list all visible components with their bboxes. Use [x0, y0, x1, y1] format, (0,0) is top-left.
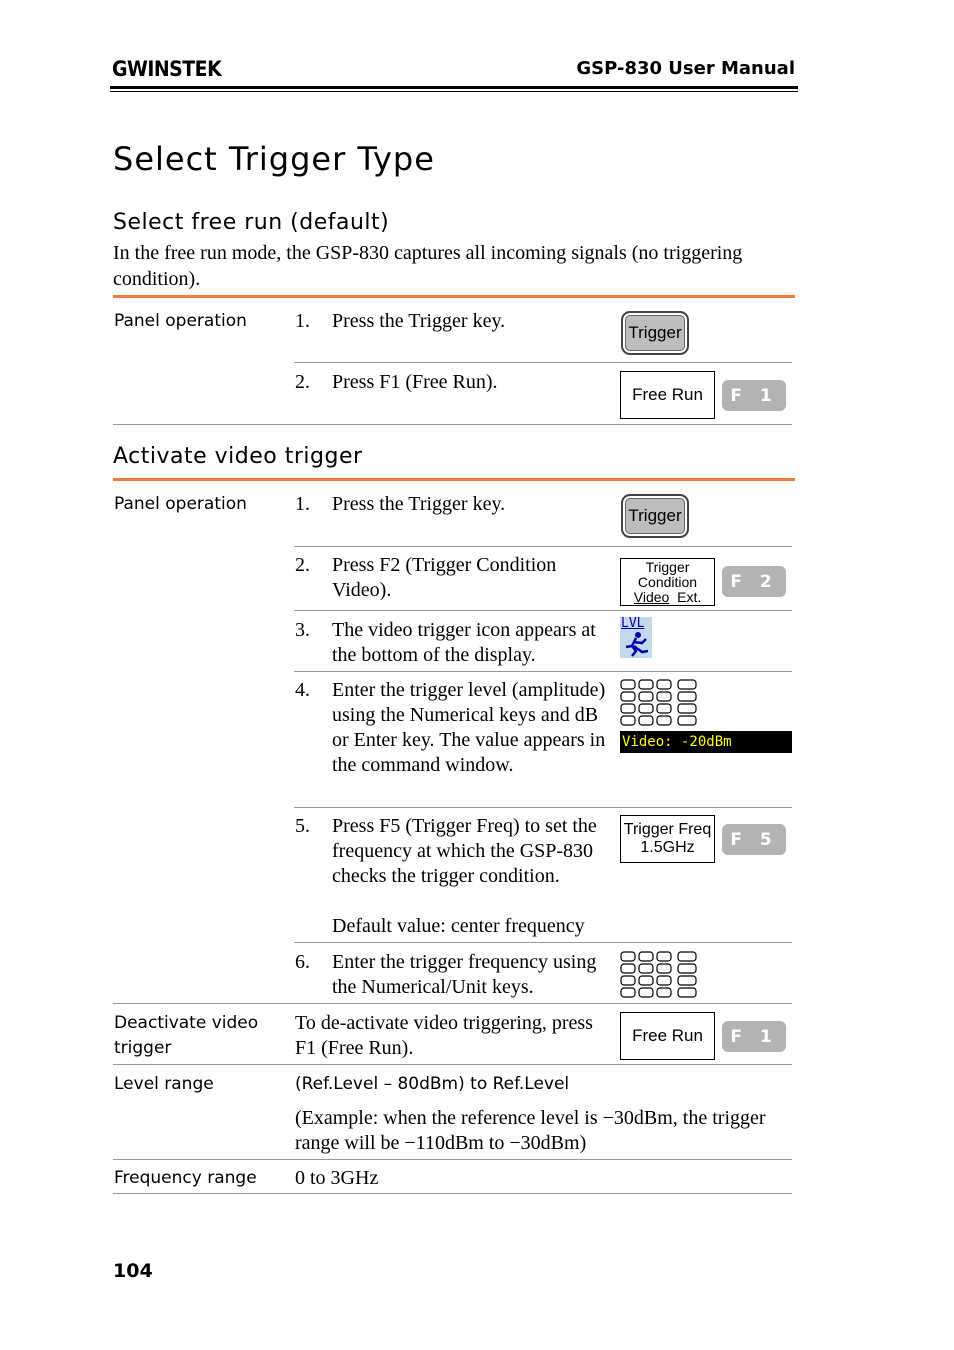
step-number: 4. [295, 679, 310, 701]
trigger-freq-softkey[interactable] [620, 815, 715, 863]
step-text: Press F2 (Trigger Condition Video). [332, 554, 557, 601]
trigger-condition-softkey[interactable] [620, 558, 715, 606]
row-divider [113, 1193, 792, 1194]
f1-key[interactable]: F 1 [722, 1021, 786, 1052]
step-number: 6. [295, 951, 310, 973]
page-number: 104 [113, 1260, 153, 1282]
f2-key[interactable]: F 2 [722, 566, 786, 597]
f5-key[interactable]: F 5 [722, 824, 786, 855]
step-number: 2. [295, 371, 310, 393]
lvl-text: LVL [621, 616, 645, 631]
level-range-label: Level range [114, 1074, 214, 1094]
free-run-intro: In the free run mode, the GSP-830 captures all incoming signals (no triggering condition). [113, 242, 743, 290]
numeric-keypad-icon [620, 951, 702, 999]
panel-operation-label: Panel operation [114, 311, 247, 331]
softkey-line: Condition [637, 573, 698, 590]
trigger-key-label: Trigger [628, 506, 682, 525]
softkey-label: Free Run [632, 1026, 703, 1045]
step-default-value: Default value: center frequency [332, 915, 585, 937]
section-heading-free-run: Select free run (default) [113, 210, 390, 235]
header-rule-thin [110, 91, 798, 92]
trigger-key-button[interactable] [621, 311, 689, 355]
video-trigger-icon [620, 617, 652, 658]
deactivate-label: Deactivate video trigger [114, 1013, 259, 1058]
level-range-value: (Ref.Level – 80dBm) to Ref.Level [295, 1074, 570, 1094]
softkey-line: Trigger Freq [623, 821, 712, 838]
step-text: Press the Trigger key. [332, 493, 506, 515]
trigger-key-label: Trigger [628, 323, 682, 342]
softkey-options [634, 590, 701, 605]
command-window: Video: -20dBm [620, 731, 792, 753]
free-run-softkey[interactable] [620, 1012, 715, 1060]
row-divider [113, 1003, 792, 1004]
manual-title: GSP-830 User Manual [576, 58, 795, 79]
step-number: 1. [295, 310, 310, 332]
step-text: Enter the trigger frequency using the Numerical/Unit keys. [332, 951, 597, 998]
f1-key[interactable]: F 1 [722, 380, 786, 411]
softkey-value: 1.5GHz [640, 839, 695, 856]
level-range-example: (Example: when the reference level is −30dBm, the trigger range will be −110dBm to −30dBm) [295, 1107, 766, 1154]
softkey-line: Trigger [645, 558, 690, 575]
row-divider [294, 362, 792, 363]
row-divider [294, 942, 792, 943]
running-figure-icon [620, 631, 652, 657]
deactivate-text: To de-activate video triggering, press F1 (Free Run). [295, 1012, 593, 1059]
step-text: The video trigger icon appears at the bottom of the display. [332, 619, 596, 666]
softkey-label: Free Run [632, 385, 703, 404]
row-divider [294, 807, 792, 808]
row-divider [113, 1064, 792, 1065]
page-title: Select Trigger Type [113, 140, 435, 178]
row-divider [294, 671, 792, 672]
step-text: Enter the trigger level (amplitude) using the Numerical keys and dB or Enter key. The value appears in the command window. [332, 679, 606, 776]
row-divider [294, 546, 792, 547]
option-video: Video [633, 588, 670, 605]
panel-operation-label: Panel operation [114, 494, 247, 514]
trigger-key-button[interactable] [621, 494, 689, 538]
row-divider [113, 424, 792, 425]
step-number: 3. [295, 619, 310, 641]
step-text: Press F5 (Trigger Freq) to set the frequency at which the GSP-830 checks the trigger condition. [332, 815, 597, 887]
step-text: Press F1 (Free Run). [332, 371, 498, 393]
frequency-range-value: 0 to 3GHz [295, 1167, 379, 1189]
step-number: 2. [295, 554, 310, 576]
section-rule [113, 478, 795, 481]
section-rule [113, 295, 795, 298]
numeric-keypad-icon [620, 679, 702, 727]
gwinstek-logo: GWINSTEK [112, 57, 222, 81]
option-ext: Ext. [677, 588, 702, 605]
row-divider [294, 610, 792, 611]
step-number: 5. [295, 815, 310, 837]
row-divider [113, 1159, 792, 1160]
header-rule [110, 86, 798, 89]
step-number: 1. [295, 493, 310, 515]
section-heading-video-trigger: Activate video trigger [113, 444, 363, 469]
step-text: Press the Trigger key. [332, 310, 506, 332]
free-run-softkey[interactable] [620, 371, 715, 419]
frequency-range-label: Frequency range [114, 1168, 257, 1188]
